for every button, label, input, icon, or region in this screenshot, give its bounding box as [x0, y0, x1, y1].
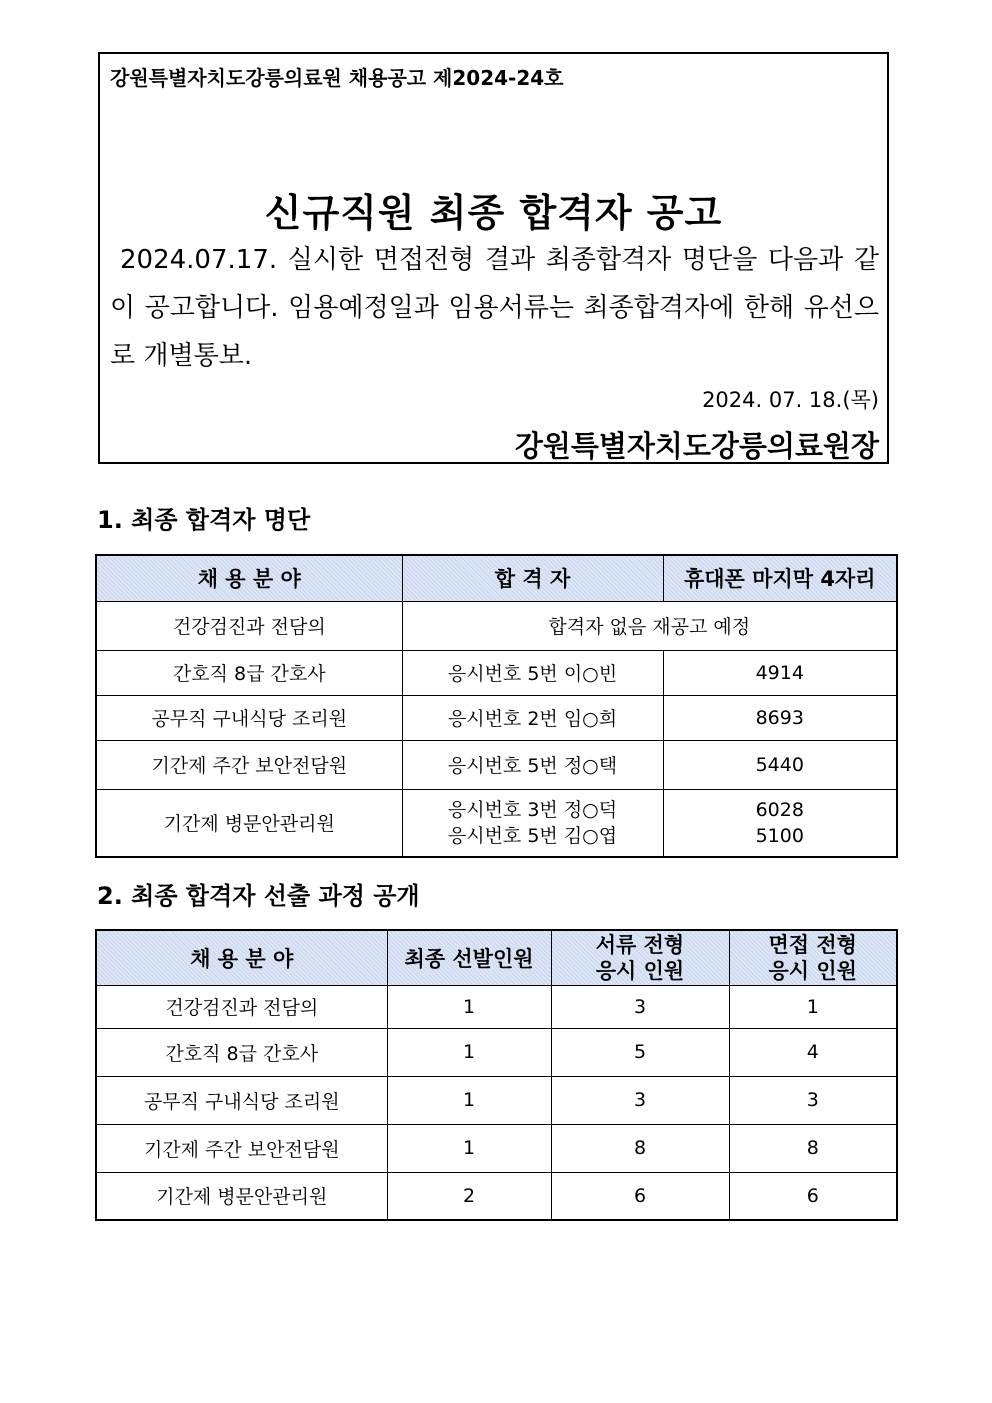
header-phone: 휴대폰 마지막 4자리	[663, 555, 897, 601]
cell-field: 건강검진과 전담의	[96, 985, 387, 1028]
cell-field: 기간제 주간 보안전담원	[96, 740, 402, 789]
header-field: 채 용 분 야	[96, 930, 387, 985]
selection-process-table	[95, 929, 898, 1221]
cell-field: 간호직 8급 간호사	[96, 650, 402, 695]
cell-doc: 3	[551, 985, 729, 1028]
table-header-row	[96, 555, 897, 601]
cell-doc: 3	[551, 1076, 729, 1124]
cell-winner: 응시번호 5번 정○택	[402, 740, 663, 789]
winner-line: 응시번호 3번 정○덕	[447, 798, 618, 821]
header-line: 응시 인원	[768, 958, 857, 983]
phone-line: 5100	[755, 824, 804, 847]
cell-field: 간호직 8급 간호사	[96, 1028, 387, 1076]
cell-phone: 8693	[663, 695, 897, 740]
cell-interview: 1	[729, 985, 897, 1028]
cell-selected: 1	[387, 1028, 551, 1076]
header-interview	[729, 930, 897, 985]
cell-selected: 1	[387, 1076, 551, 1124]
section2-heading: 2. 최종 합격자 선출 과정 공개	[97, 882, 420, 910]
notice-box	[98, 52, 889, 464]
cell-field: 기간제 병문안관리원	[96, 789, 402, 857]
table-header-row	[96, 930, 897, 985]
cell-field: 공무직 구내식당 조리원	[96, 695, 402, 740]
table-row	[96, 1124, 897, 1172]
table-row	[96, 601, 897, 650]
header-doc	[551, 930, 729, 985]
cell-phone	[663, 789, 897, 857]
header-line: 면접 전형	[768, 932, 857, 957]
cell-interview: 6	[729, 1172, 897, 1220]
table-row	[96, 740, 897, 789]
notice-date: 2024. 07. 18.(목)	[702, 388, 879, 412]
section1-heading: 1. 최종 합격자 명단	[97, 506, 311, 534]
cell-interview: 8	[729, 1124, 897, 1172]
cell-field: 기간제 주간 보안전담원	[96, 1124, 387, 1172]
cell-field: 건강검진과 전담의	[96, 601, 402, 650]
notice-signer: 강원특별자치도강릉의료원장	[514, 429, 879, 463]
table-row	[96, 985, 897, 1028]
cell-selected: 1	[387, 985, 551, 1028]
cell-field: 공무직 구내식당 조리원	[96, 1076, 387, 1124]
notice-reference: 강원특별자치도강릉의료원 채용공고 제2024-24호	[110, 66, 564, 90]
cell-interview: 4	[729, 1028, 897, 1076]
cell-winner	[402, 789, 663, 857]
cell-doc: 5	[551, 1028, 729, 1076]
header-line: 응시 인원	[595, 958, 685, 983]
table-row	[96, 650, 897, 695]
cell-selected: 2	[387, 1172, 551, 1220]
header-selected: 최종 선발인원	[387, 930, 551, 985]
table-row	[96, 1172, 897, 1220]
cell-phone: 5440	[663, 740, 897, 789]
header-line: 서류 전형	[595, 932, 685, 957]
header-field: 채 용 분 야	[96, 555, 402, 601]
cell-interview: 3	[729, 1076, 897, 1124]
phone-line: 6028	[755, 798, 804, 821]
notice-body: 2024.07.17. 실시한 면접전형 결과 최종합격자 명단을 다음과 같이 공고합니다. 임용예정일과 임용서류는 최종합격자에 한해 유선으로 개별통보.	[110, 245, 879, 371]
cell-doc: 8	[551, 1124, 729, 1172]
table-row	[96, 1076, 897, 1124]
winner-line: 응시번호 5번 김○엽	[447, 824, 618, 847]
cell-field: 기간제 병문안관리원	[96, 1172, 387, 1220]
header-winner: 합 격 자	[402, 555, 663, 601]
cell-selected: 1	[387, 1124, 551, 1172]
table-row	[96, 695, 897, 740]
cell-winner: 응시번호 2번 임○희	[402, 695, 663, 740]
finalist-table	[95, 554, 898, 858]
table-row	[96, 1028, 897, 1076]
notice-title: 신규직원 최종 합격자 공고	[264, 191, 723, 235]
cell-phone: 4914	[663, 650, 897, 695]
table-row	[96, 789, 897, 857]
cell-note: 합격자 없음 재공고 예정	[402, 601, 897, 650]
cell-doc: 6	[551, 1172, 729, 1220]
cell-winner: 응시번호 5번 이○빈	[402, 650, 663, 695]
